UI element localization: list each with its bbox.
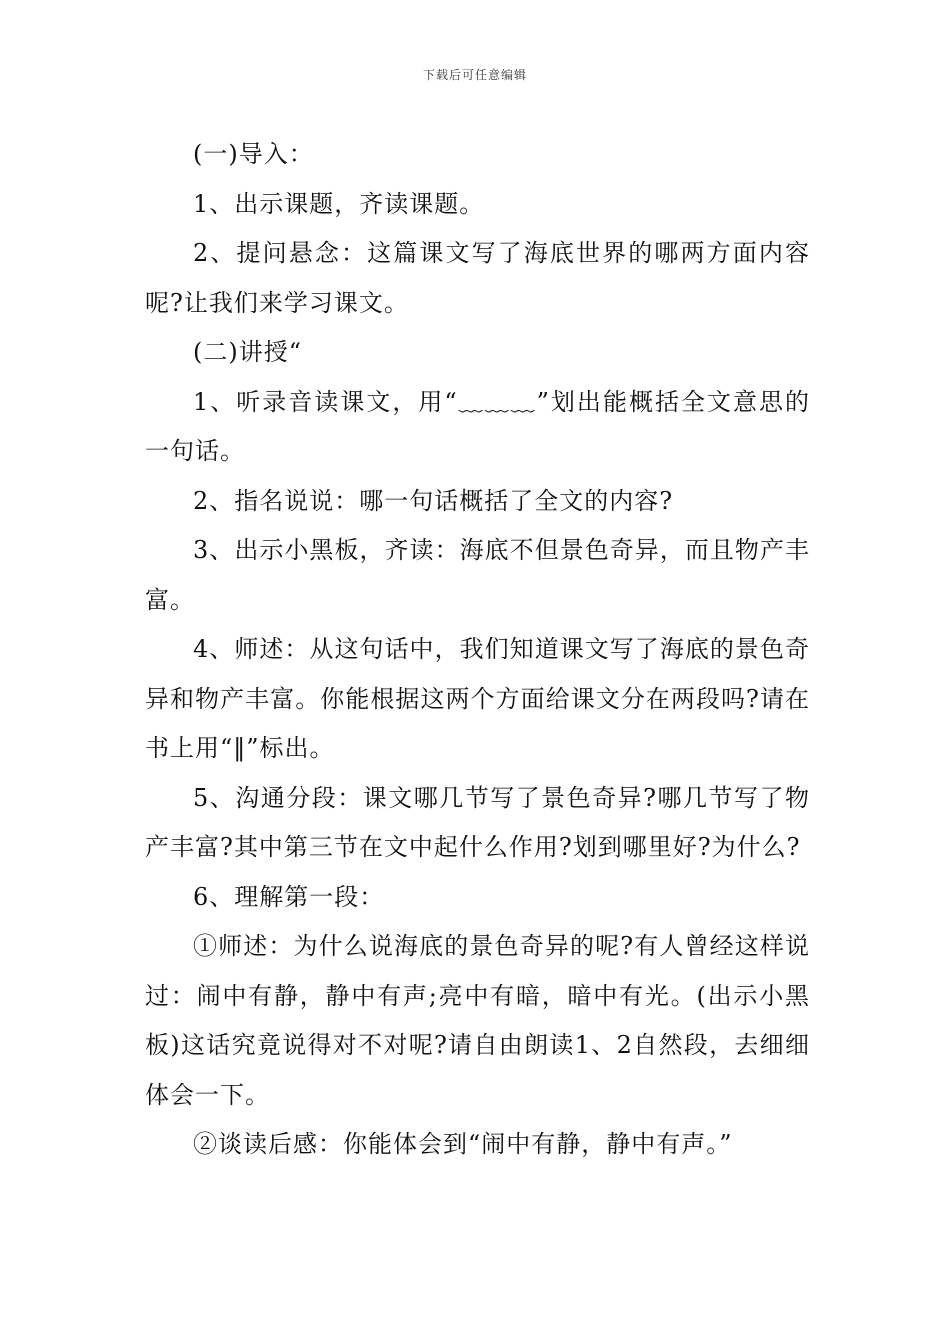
paragraph: 2、提问悬念：这篇课文写了海底世界的哪两方面内容呢?让我们来学习课文。	[145, 239, 810, 317]
document-body	[145, 130, 810, 1170]
paragraph: 2、指名说说：哪一句话概括了全文的内容?	[193, 486, 674, 515]
paragraph: 6、理解第一段：	[193, 882, 385, 911]
paragraph: 1、听录音读课文，用“﹏﹏﹏”划出能概括全文意思的一句话。	[145, 387, 810, 465]
paragraph: 5、沟通分段：课文哪几节写了景色奇异?哪几节写了物产丰富?其中第三节在文中起什么作用?划到哪里好?为什么?	[145, 783, 810, 861]
paragraph-teaching-heading: (二)讲授“	[193, 338, 302, 366]
paragraph: 3、出示小黑板，齐读：海底不但景色奇异，而且物产丰富。	[145, 536, 810, 614]
paragraph: ①师述：为什么说海底的景色奇异的呢?有人曾经这样说过：闹中有静，静中有声;亮中有暗，暗中有光。(出示小黑板)这话究竟说得对不对呢?请自由朗读1、2自然段，去细细体会一下。	[145, 932, 810, 1109]
paragraph: 1、出示课题，齐读课题。	[193, 189, 485, 218]
page-header: 下载后可任意编辑	[422, 68, 527, 82]
paragraph: ②谈读后感：你能体会到“闹中有静，静中有声。”	[193, 1130, 733, 1158]
paragraph: 4、师述：从这句话中，我们知道课文写了海底的景色奇异和物产丰富。你能根据这两个方面给课文分在两段吗?请在书上用“‖”标出。	[145, 635, 810, 762]
paragraph-intro-heading: (一)导入：	[193, 140, 314, 168]
